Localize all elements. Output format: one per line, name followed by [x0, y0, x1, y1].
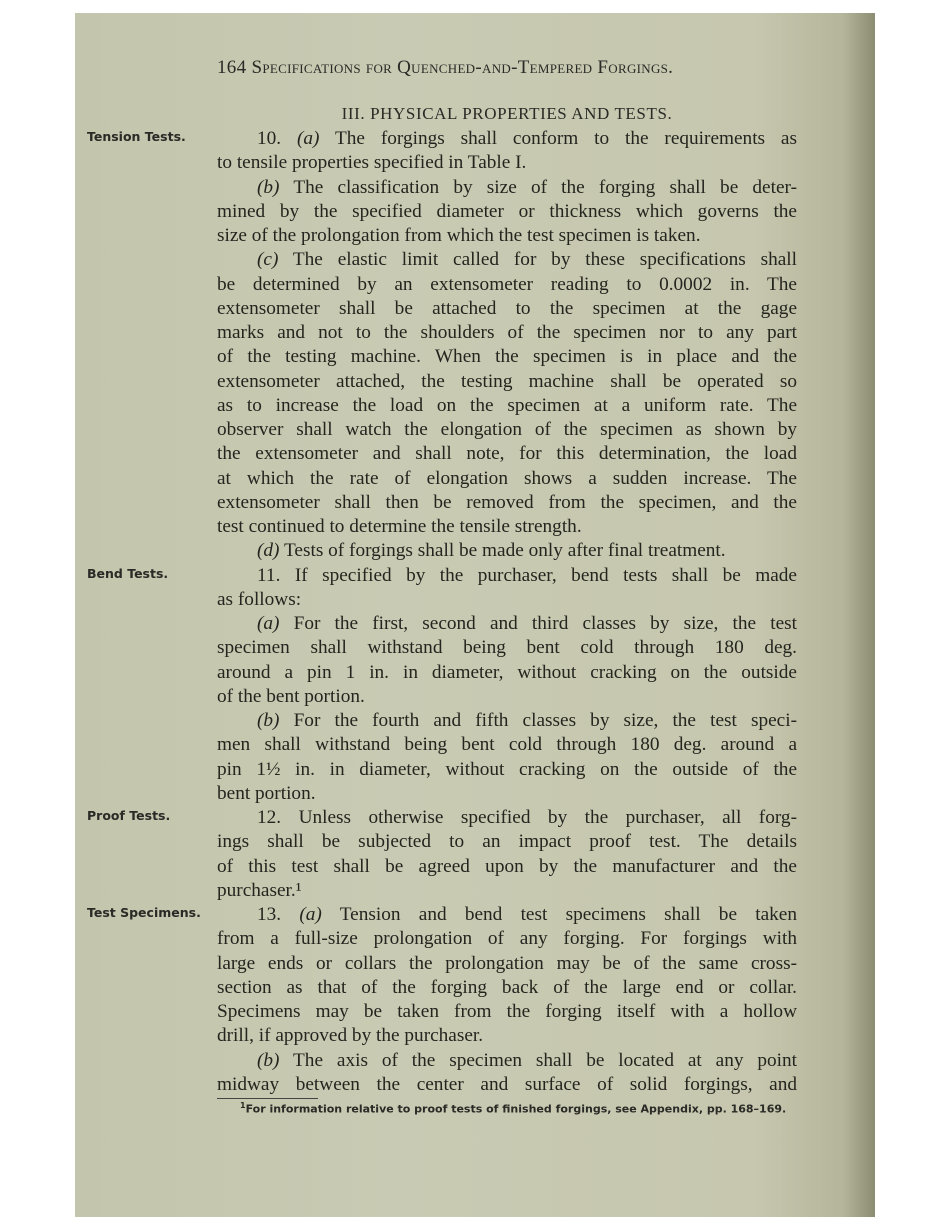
line-text: of the testing machine. When the specimen is in place and the — [217, 346, 797, 368]
paragraph-number: 12. — [257, 807, 282, 828]
line-text: extensometer attached, the testing machine shall be operated so — [217, 370, 797, 392]
line-text: observer shall watch the elongation of the specimen as shown by — [217, 419, 797, 440]
text-line — [217, 370, 797, 394]
line-text: as to increase the load on the specimen at a uniform rate. The — [217, 394, 797, 416]
line-text: marks and not to the shoulders of the specimen nor to any part — [217, 322, 797, 343]
text-line — [217, 151, 797, 175]
line-text: Tension and bend test specimens shall be taken — [339, 904, 797, 925]
line-text: around a pin 1 in. in diameter, without cracking on the outside — [217, 661, 797, 683]
line-text: Unless otherwise specified by the purchaser, all forg- — [298, 807, 797, 828]
subparagraph-letter: (a) — [299, 904, 322, 925]
text-line — [87, 806, 797, 830]
subparagraph-letter: (a) — [257, 613, 280, 634]
line-text: test continued to determine the tensile strength. — [217, 516, 582, 537]
line-text: size of the prolongation from which the test specimen is taken. — [217, 225, 701, 246]
line-text: midway between the center and surface of solid forgings, and — [217, 1073, 797, 1095]
text-line — [217, 200, 797, 224]
subparagraph-letter: (b) — [257, 176, 280, 198]
line-text: large ends or collars the prolongation may be of the same cross- — [217, 952, 797, 974]
line-text: mined by the specified diameter or thickness which governs the — [217, 200, 797, 222]
running-title: Specifications for Quenched-and-Tempered Forgings. — [251, 57, 674, 78]
text-line — [217, 733, 797, 757]
subparagraph-letter: (c) — [257, 249, 279, 271]
text-line — [217, 879, 797, 903]
text-line — [217, 830, 797, 854]
text-line — [217, 782, 797, 806]
subparagraph-letter: (a) — [296, 128, 320, 149]
running-header — [217, 57, 795, 79]
text-line — [217, 515, 797, 539]
line-text: purchaser.¹ — [217, 879, 302, 901]
line-text: to tensile properties specified in Table I. — [217, 152, 527, 174]
line-text: For the first, second and third classes by size, the test — [293, 613, 797, 634]
footnote-mark: 1 — [240, 1101, 246, 1110]
text-line — [87, 903, 797, 927]
text-line — [217, 709, 797, 733]
text-line — [217, 176, 797, 200]
text-line — [217, 612, 797, 636]
text-line — [217, 1024, 797, 1048]
text-line — [87, 564, 797, 588]
text-line — [217, 224, 797, 248]
text-line — [217, 321, 797, 345]
line-text: at which the rate of elongation shows a sudden increase. The — [217, 467, 797, 489]
line-text: section as that of the forging back of the large end or collar. — [217, 976, 797, 998]
footnote-rule — [217, 1098, 318, 1099]
line-text: from a full-size prolongation of any forging. For forgings with — [217, 928, 797, 950]
text-line — [217, 491, 797, 515]
text-line — [217, 758, 797, 782]
text-line — [217, 442, 797, 466]
text-line — [217, 394, 797, 418]
text-line — [217, 588, 797, 612]
text-line — [217, 539, 797, 563]
text-line — [217, 855, 797, 879]
line-text: extensometer shall be attached to the specimen at the gage — [217, 297, 797, 319]
footnote — [240, 1101, 786, 1116]
text-line — [217, 661, 797, 685]
line-text: the extensometer and shall note, for this determination, the load — [217, 443, 797, 465]
subparagraph-letter: (b) — [257, 710, 280, 731]
line-text: of this test shall be agreed upon by the manufacturer and the — [217, 855, 797, 877]
text-line — [217, 1000, 797, 1024]
line-text: extensometer shall then be removed from the specimen, and the — [217, 491, 797, 513]
line-text: The elastic limit called for by these specifications shall — [292, 249, 797, 271]
text-line — [217, 418, 797, 442]
sidenote: Bend Tests. — [87, 565, 169, 581]
body-text — [87, 127, 797, 1097]
paragraph-number: 10. — [257, 128, 282, 149]
page-number: 164 — [217, 57, 247, 78]
line-text: specimen shall withstand being bent cold through 180 deg. — [217, 637, 797, 659]
line-text: If specified by the purchaser, bend tests shall be made — [294, 564, 797, 586]
sidenote: Test Specimens. — [87, 905, 201, 920]
paragraph-number: 11. — [257, 564, 281, 586]
line-text: Specimens may be taken from the forging itself with a hollow — [217, 1001, 797, 1022]
line-text: pin 1½ in. in diameter, without cracking on the outside of the — [217, 758, 797, 780]
line-text: The forgings shall conform to the requirements as — [335, 128, 797, 149]
line-text: men shall withstand being bent cold through 180 deg. around a — [217, 734, 797, 756]
line-text: The axis of the specimen shall be located at any point — [293, 1049, 797, 1071]
subparagraph-letter: (d) — [257, 540, 280, 562]
section-title: III. PHYSICAL PROPERTIES AND TESTS. — [341, 104, 673, 123]
line-text: For the fourth and fifth classes by size, the test speci- — [293, 710, 797, 731]
text-line — [217, 976, 797, 1000]
line-text: be determined by an extensometer reading to 0.0002 in. The — [217, 273, 797, 295]
text-line — [217, 297, 797, 321]
subparagraph-letter: (b) — [257, 1049, 280, 1071]
footnote-text: For information relative to proof tests of finished forgings, see Appendix, pp. 168–169. — [245, 1102, 787, 1116]
line-text: as follows: — [217, 588, 302, 610]
text-line — [217, 345, 797, 369]
text-line — [217, 636, 797, 660]
line-text: Tests of forgings shall be made only after final treatment. — [283, 540, 726, 562]
line-text: ings shall be subjected to an impact proof test. The details — [217, 831, 797, 853]
text-line — [217, 248, 797, 272]
paragraph-number: 13. — [257, 904, 282, 925]
text-line — [87, 127, 797, 151]
sidenote: Tension Tests. — [87, 129, 186, 144]
line-text: of the bent portion. — [217, 685, 365, 707]
text-line — [217, 1049, 797, 1073]
line-text: The classification by size of the forging shall be deter- — [293, 176, 797, 198]
text-line — [217, 273, 797, 297]
line-text: bent portion. — [217, 782, 316, 804]
text-line — [217, 467, 797, 491]
text-line — [217, 685, 797, 709]
text-line — [217, 1073, 797, 1097]
text-line — [217, 927, 797, 951]
text-line — [217, 952, 797, 976]
line-text: drill, if approved by the purchaser. — [217, 1025, 484, 1047]
sidenote: Proof Tests. — [87, 808, 171, 823]
